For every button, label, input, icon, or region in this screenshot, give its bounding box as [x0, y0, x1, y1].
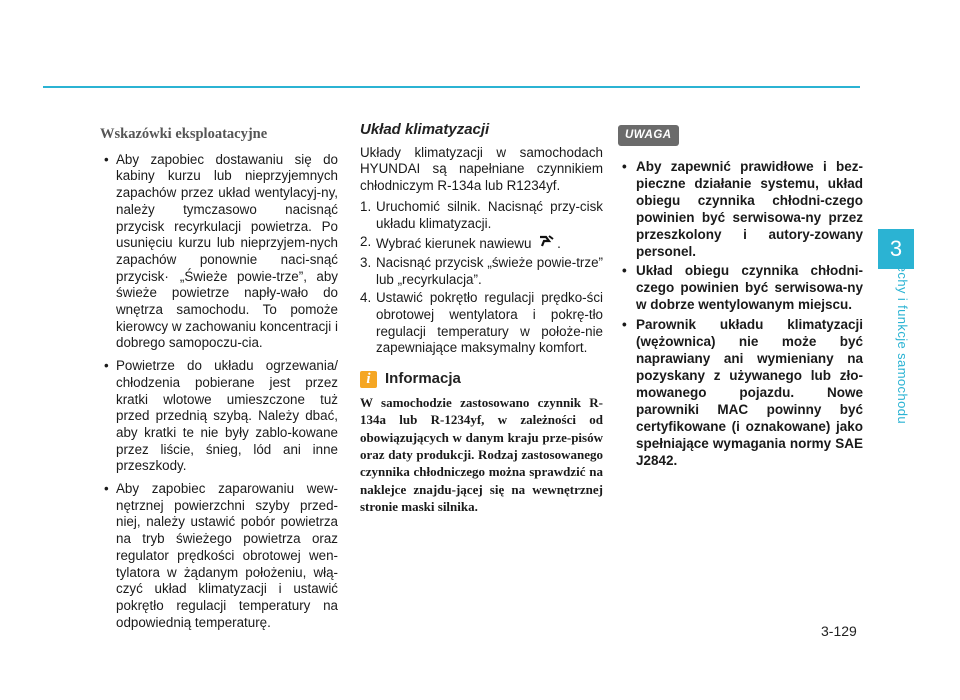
chapter-number: 3 [889, 236, 903, 261]
fresh-air-button-icon: · [164, 268, 169, 284]
list-item: • Aby zapewnić prawidłowe i bez-pieczne działanie systemu, układ obiegu czynnika chłodni-czego powinien być serwisowa-ny przez przeszkolony i autory-zowany personel. [618, 158, 863, 261]
warning-list [618, 158, 863, 470]
list-item: • Powietrze do układu ogrzewania/ chłodzenia pobierane jest przez kratki wlotowe umieszczone tuż przed przednią szybą. Należy dbać, aby kratki te nie były zablo-kowane przez liście, śnieg, lód ani inne przeszkody. [100, 358, 338, 475]
list-item: 3. Nacisnąć przycisk „świeże powie-trze” lub „recyrkulacja”. [360, 254, 603, 287]
list-item: 4. Ustawić pokrętło regulacji prędko-ści obrotowej wentylatora i pokrę-tło regulacji temperatury w położe-nie zapewniające maksymalny komfort. [360, 290, 603, 356]
chapter-title-vertical: Cechy i funkcje samochodu [895, 255, 910, 424]
info-body: W samochodzie zastosowano czynnik R-134a lub R-1234yf, w zależności od obowiązujących w danym kraju prze-pisów oraz daty produkcji. Rodzaj zastosowanego czynnika chłodniczego można sprawdzić na naklejce znajdu-jącej się na wewnętrznej stronie maski silnika. [360, 395, 603, 514]
column-air-conditioning [360, 121, 603, 515]
list-item: • Aby zapobiec zaparowaniu wew-nętrznej powierzchni szyby przed-niej, należy ustawić pobór powietrza na tryb świeżego powietrza oraz regulator prędkości obrotowej wen-tylatora w żądanym położeniu, włą-czyć układ klimatyzacji i ustawić pokrętło regulacji temperatury na odpowiednią temperaturę. [100, 481, 338, 631]
list-item: • Aby zapobiec dostawaniu się do kabiny kurzu lub nieprzyjemnych zapachów przez układ wentylacyj-ny, należy tymczasowo nacisnąć przycisk recyrkulacji powietrza. Po usunięciu kurzu lub nieprzyjem-nych zapachów ponownie naci-snąć przycisk· „Świeże powie-trze”, aby świeże powietrze napły-wało do wnętrza samochodu. To pomoże kierowcy w zachowaniu koncentracji i dobrego samopoczu-cia. [100, 152, 338, 352]
column-warning [618, 126, 863, 471]
list-item: 2. Wybrać kierunek nawiewu . [360, 234, 561, 252]
list-item: • Układ obiegu czynnika chłodni-czego powinien być serwisowa-ny w dobrze wentylowanym miejscu. [618, 262, 863, 313]
section-heading-tips: Wskazówki eksploatacyjne [100, 126, 268, 142]
section-heading-ac: Układ klimatyzacji [360, 121, 490, 138]
list-item: • Parownik układu klimatyzacji (wężownica) nie może być naprawiany ani wymieniany na pozyskany z używanego lub zło-mowanego pojazdu. Nowe parowniki MAC powinny być certyfikowane (i oznakowane) jako spełniające wymagania normy SAE J2842. [618, 316, 863, 470]
list-item: 1. Uruchomić silnik. Nacisnąć przy-cisk układu klimatyzacji. [360, 198, 603, 231]
top-divider-line [43, 86, 860, 88]
ac-steps [360, 199, 603, 357]
ac-intro: Układy klimatyzacji w samochodach HYUNDAI są napełniane czynnikiem chłodniczym R-134a lub R1234yf. [360, 144, 603, 194]
floor-defrost-mode-icon [537, 234, 555, 252]
tips-list [100, 152, 338, 632]
column-tips [100, 126, 338, 637]
info-header [360, 371, 603, 388]
warning-badge: UWAGA [618, 125, 679, 146]
page-number: 3-129 [821, 623, 857, 639]
info-title: Informacja [385, 370, 461, 388]
info-icon: i [360, 371, 377, 388]
